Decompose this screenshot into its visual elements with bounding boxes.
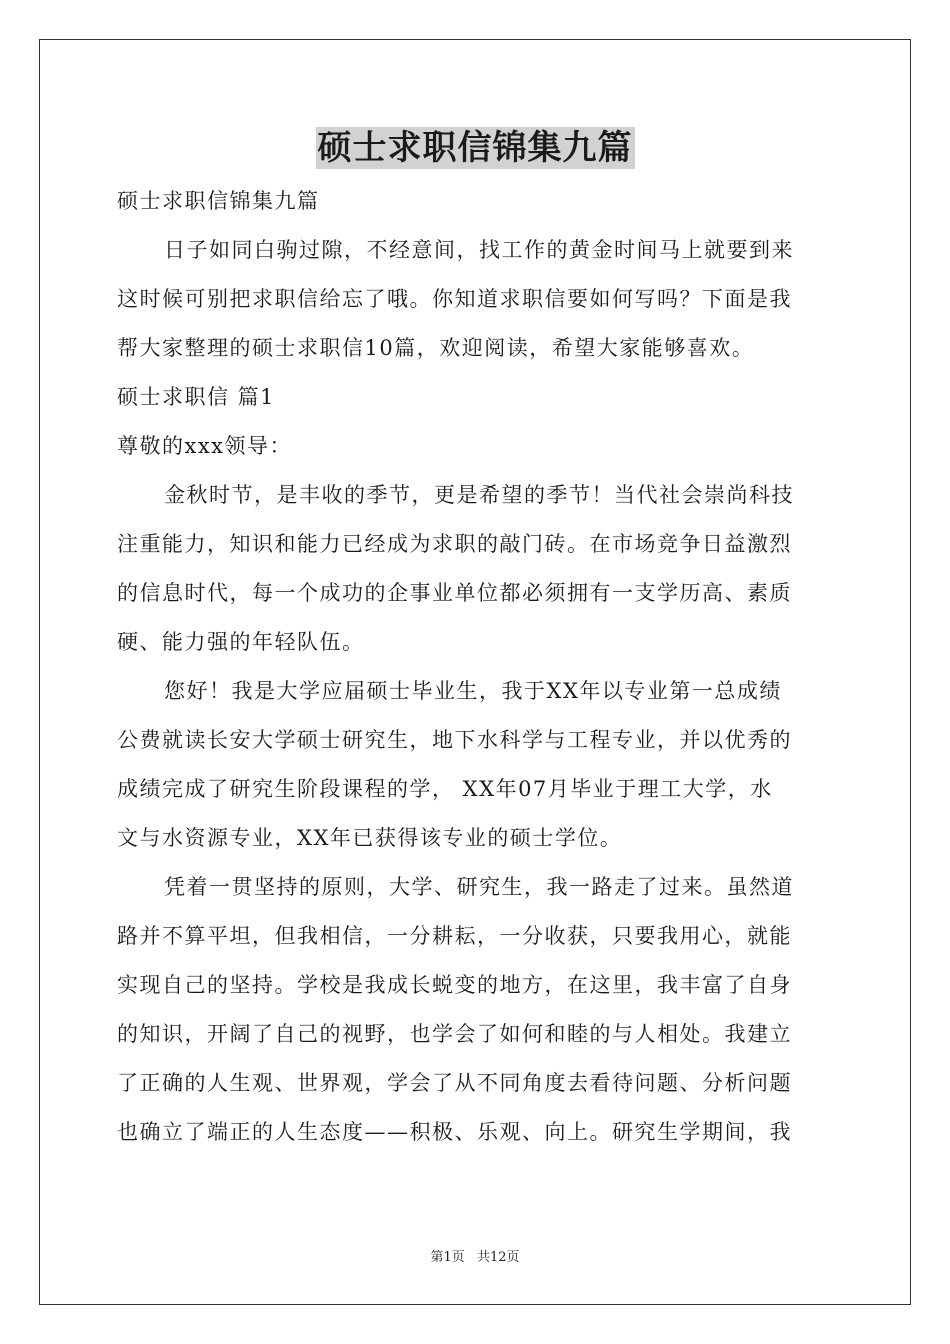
paragraph-line: 日子如同白驹过隙，不经意间，找工作的黄金时间马上就要到来 bbox=[164, 238, 794, 262]
paragraph-line: 金秋时节，是丰收的季节，更是希望的季节！当代社会崇尚科技 bbox=[164, 483, 794, 507]
subtitle-line: 硕士求职信锦集九篇 bbox=[117, 189, 320, 213]
paragraph-line: 您好！我是大学应届硕士毕业生，我于XX年以专业第一总成绩 bbox=[164, 679, 782, 703]
paragraph-line: 路并不算平坦，但我相信，一分耕耘，一分收获，只要我用心，就能 bbox=[117, 924, 792, 948]
document-title: 硕士求职信锦集九篇 bbox=[317, 128, 633, 168]
paragraph-line: 成绩完成了研究生阶段课程的学， XX年07月毕业于理工大学，水 bbox=[117, 777, 773, 801]
paragraph-line: 帮大家整理的硕士求职信10篇，欢迎阅读，希望大家能够喜欢。 bbox=[117, 336, 755, 360]
paragraph-line: 了正确的人生观、世界观，学会了从不同角度去看待问题、分析问题 bbox=[117, 1071, 792, 1095]
paragraph-line: 也确立了端正的人生态度——积极、乐观、向上。研究生学期间，我 bbox=[117, 1120, 792, 1144]
salutation: 尊敬的xxx领导： bbox=[117, 434, 293, 458]
paragraph-line: 的知识，开阔了自己的视野，也学会了如何和睦的与人相处。我建立 bbox=[117, 1022, 792, 1046]
paragraph-line: 凭着一贯坚持的原则，大学、研究生，我一路走了过来。虽然道 bbox=[164, 875, 794, 899]
paragraph-line: 的信息时代，每一个成功的企事业单位都必须拥有一支学历高、素质 bbox=[117, 581, 792, 605]
page-footer bbox=[0, 1246, 950, 1265]
paragraph-line: 文与水资源专业，XX年已获得该专业的硕士学位。 bbox=[117, 826, 623, 850]
paragraph-line: 公费就读长安大学硕士研究生，地下水科学与工程专业，并以优秀的 bbox=[117, 728, 792, 752]
paragraph-line: 注重能力，知识和能力已经成为求职的敲门砖。在市场竞争日益激烈 bbox=[117, 532, 792, 556]
page-total: 共12页 bbox=[476, 1250, 520, 1265]
section-heading: 硕士求职信 篇1 bbox=[117, 385, 276, 409]
title-container bbox=[0, 127, 950, 169]
page-number: 第1页 bbox=[430, 1250, 465, 1265]
paragraph-line: 这时候可别把求职信给忘了哦。你知道求职信要如何写吗？下面是我 bbox=[117, 287, 792, 311]
paragraph-line: 硬、能力强的年轻队伍。 bbox=[117, 630, 365, 654]
document-body bbox=[117, 177, 837, 1157]
paragraph-line: 实现自己的坚持。学校是我成长蜕变的地方，在这里，我丰富了自身 bbox=[117, 973, 792, 997]
